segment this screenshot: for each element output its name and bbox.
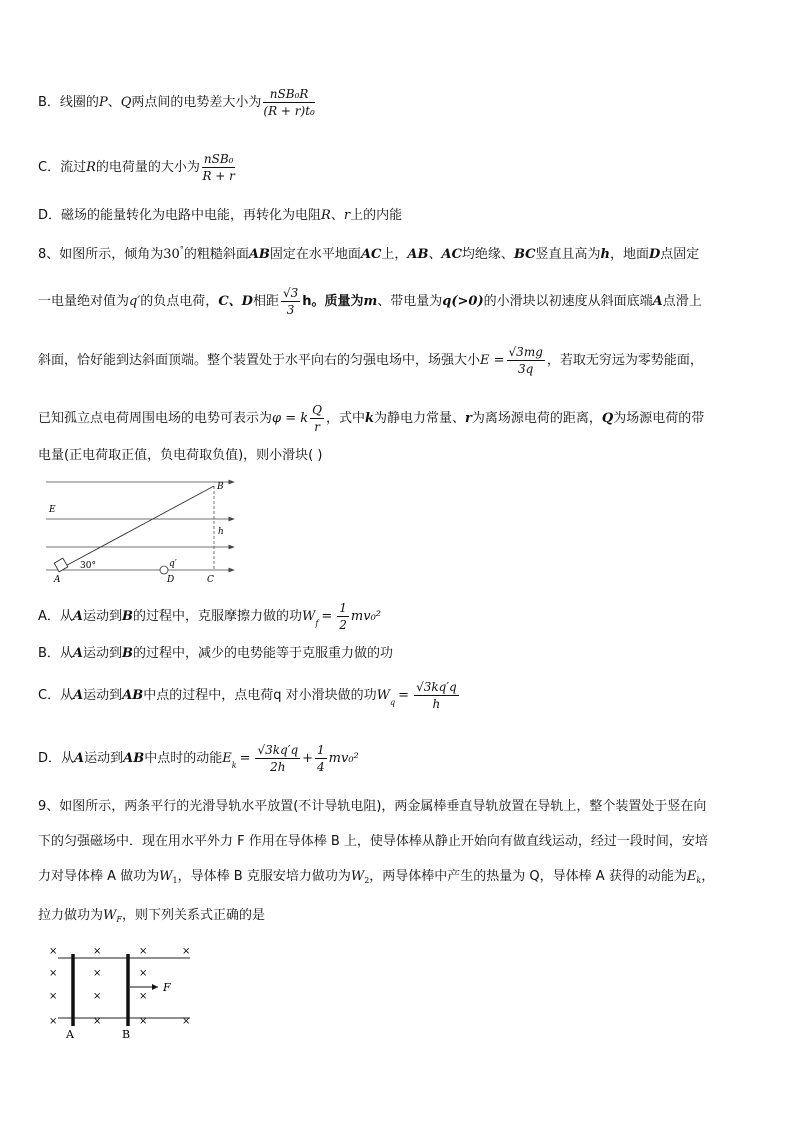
force-label: F	[163, 981, 171, 994]
q8-distance-fraction: $\frac{√3}{3}$	[282, 286, 299, 317]
rod-b-label: B	[122, 1028, 131, 1041]
q8-a-fraction: $\frac{1}{2}$	[339, 601, 347, 632]
field-cross: ×	[182, 946, 191, 957]
fig-label-e: E	[49, 505, 56, 515]
q9-stem-line1: 9、如图所示，两条平行的光滑导轨水平放置(不计导轨电阻)，两金属棒垂直导轨放置在导轨上，整个装置处于竖在向	[38, 799, 707, 814]
rod-a-label: A	[66, 1028, 74, 1041]
q8-d-fraction-1: $\frac{√3kq'q}{2h}$	[257, 743, 299, 774]
q8-potential-fraction: $\frac{Q}{r}$	[312, 403, 322, 434]
q8-incline-figure	[38, 472, 238, 590]
q7-option-c: C．流过R的电荷量的大小为 $\frac{\text{nSB₀}}{R + r}$	[38, 152, 235, 183]
q9-rails-figure	[40, 938, 200, 1042]
field-cross: ×	[139, 991, 148, 1002]
field-cross: ×	[49, 1016, 58, 1027]
q8-stem-line1: 8、如图所示，倾角为30°的粗糙斜面AB固定在水平地面AC上，AB、AC均绝缘、BC竖直且高为h，地面D点固定	[38, 245, 700, 262]
q8-d-fraction-2: $\frac{1}{4}$	[317, 743, 325, 774]
field-cross: ×	[93, 991, 102, 1002]
q7-b-formula: $\frac{\text{nSB₀R}}{\text{(R + r)t₀}}$	[263, 87, 315, 118]
fig-label-q: q′	[169, 559, 177, 569]
force-arrowhead	[152, 984, 158, 990]
q8-stem-line4: 已知孤立点电荷周围电场的电势可表示为φ = k $\frac{Q}{r}$ ，式中k为静电力常量、r为离场源电荷的距离，Q为场源电荷的带	[38, 403, 705, 434]
field-cross: ×	[139, 946, 148, 957]
field-cross: ×	[139, 968, 148, 979]
field-cross: ×	[93, 1016, 102, 1027]
field-cross: ×	[49, 968, 58, 979]
q8-field-fraction: $\frac{√3mg}{3q}$	[508, 345, 543, 376]
q8-option-d: D．从A运动到AB中点时的动能$E_k$ = $\frac{√3kq'q}{2h}$ + $\frac{1}{4}$ mv₀²	[38, 743, 359, 774]
q8-option-a: A．从A运动到B的过程中，克服摩擦力做的功$W_f$ = $\frac{1}{2}$ mv₀²	[38, 601, 382, 632]
fig-label-b: B	[217, 482, 224, 492]
point-charge-d	[160, 566, 168, 574]
field-cross: ×	[139, 1016, 148, 1027]
fig-label-a: A	[54, 575, 61, 585]
q8-c-fraction: $\frac{√3kq'q}{h}$	[416, 680, 457, 711]
fig-label-d: D	[167, 575, 175, 585]
field-cross: ×	[93, 946, 102, 957]
q7-option-b: B．线圈的P、Q两点间的电势差大小为 $\frac{\text{nSB₀R}}{\text{(R + r)t₀}}$	[38, 87, 315, 118]
fig-label-c: C	[207, 575, 214, 585]
q9-stem-line3: 力对导体棒 A 做功为$W_1$，导体棒 B 克服安培力做功为$W_2$，两导体棒中产生的热量为 Q，导体棒 A 获得的动能为$E_k$，	[38, 869, 715, 885]
field-cross: ×	[49, 991, 58, 1002]
q7-option-d: D．磁场的能量转化为电路中电能，再转化为电阻R、r上的内能	[38, 208, 403, 223]
field-cross: ×	[93, 968, 102, 979]
incline-ab	[58, 486, 214, 570]
q8-option-c: C．从A运动到AB中点的过程中，点电荷q 对小滑块做的功$W_q$ = $\frac{√3kq'q}{h}$	[38, 680, 457, 711]
q9-stem-line4: 拉力做功为$W_F$，则下列关系式正确的是	[38, 908, 265, 924]
q8-stem-line3: 斜面，恰好能到达斜面顶端。整个装置处于水平向右的匀强电场中，场强大小E = $\frac{√3mg}{3q}$ ，若取无穷远为零势能面，	[38, 345, 703, 376]
fig-label-h: h	[218, 527, 224, 537]
field-cross: ×	[49, 946, 58, 957]
q7-c-formula: $\frac{\text{nSB₀}}{R + r}$	[202, 152, 235, 183]
q9-stem-line2: 下的匀强磁场中．现在用水平外力 F 作用在导体棒 B 上，使导体棒从静止开始向有做直线运动，经过一段时间，安培	[38, 834, 708, 849]
q8-option-b: B．从A运动到B的过程中，减少的电势能等于克服重力做的功	[38, 646, 394, 661]
q8-stem-line5: 电量(正电荷取正值，负电荷取负值)，则小滑块( )	[38, 448, 323, 463]
fig-label-angle: 30°	[80, 561, 96, 571]
q8-stem-line2: 一电量绝对值为q′的负点电荷，C、D相距 $\frac{√3}{3}$ h。质量为m、带电量为q(>0)的小滑块以初速度从斜面底端A点滑上	[38, 286, 702, 317]
field-cross: ×	[182, 1016, 191, 1027]
